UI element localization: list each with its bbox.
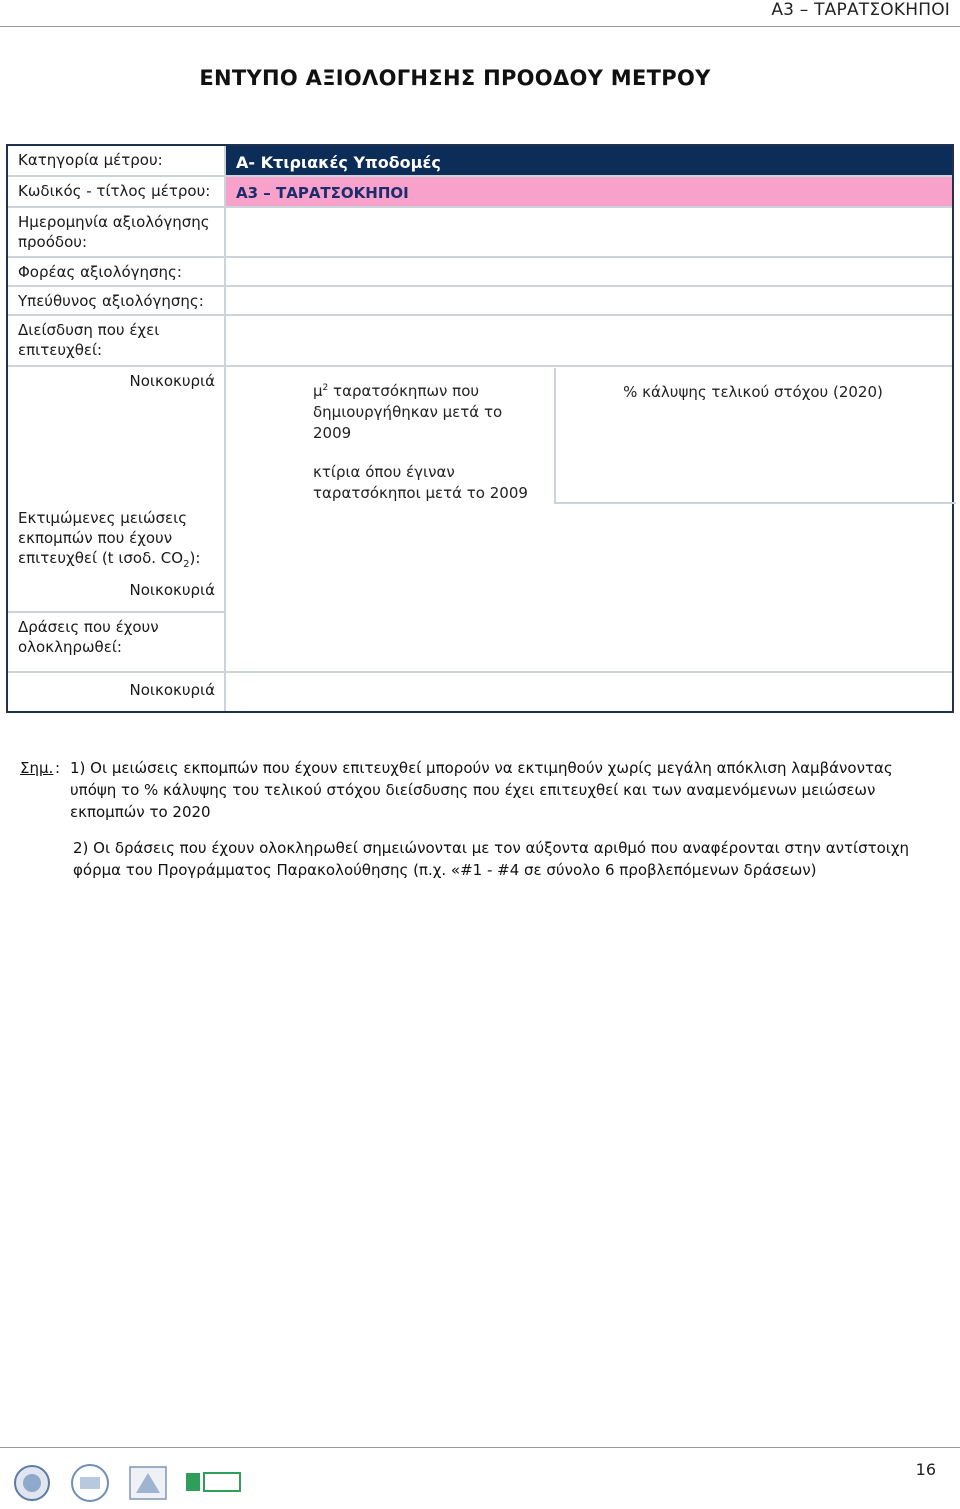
logo-3-icon xyxy=(126,1463,170,1503)
footer-logos xyxy=(10,1462,244,1504)
date-value[interactable] xyxy=(226,208,952,258)
households-label-1: Νοικοκυριά xyxy=(129,372,215,390)
actions-label: Δράσεις που έχουν ολοκληρωθεί: xyxy=(8,613,225,673)
logo-1-icon xyxy=(10,1463,54,1503)
body-label: Φορέας αξιολόγησης: xyxy=(8,258,225,287)
responsible-label: Υπεύθυνος αξιολόγησης: xyxy=(8,287,225,316)
buildings-indicator-label: κτίρια όπου έγιναν ταρατσόκηποι μετά το 2009 xyxy=(313,463,528,502)
m2-superscript: 2 xyxy=(322,383,329,393)
category-value: A- Κτιριακές Υποδομές xyxy=(226,146,952,177)
code-value: A3 – ΤΑΡΑΤΣΟΚΗΠΟΙ xyxy=(226,177,952,208)
page-title: ΕΝΤΥΠΟ ΑΞΙΟΛΟΓΗΣΗΣ ΠΡΟΟΔΟΥ ΜΕΤΡΟΥ xyxy=(199,66,711,90)
reductions-label xyxy=(8,504,225,579)
logo-4-icon xyxy=(184,1463,244,1503)
note-2: 2) Οι δράσεις που έχουν ολοκληρωθεί σημειώνονται με τον αύξοντα αριθμό που αναφέρονται στην αντίστοιχη φόρμα του Προγράμματος Παρακολούθησης (π.χ. «#1 - #4 σε σύνολο 6 προβλεπόμενων δράσεων) xyxy=(73,839,910,879)
header-rule xyxy=(0,26,960,27)
indicator-rule xyxy=(554,502,956,504)
date-label: Ημερομηνία αξιολόγησης προόδου: xyxy=(8,208,225,258)
penetration-label: Διείσδυση που έχει επιτευχθεί: xyxy=(8,316,225,367)
category-label: Κατηγορία μέτρου: xyxy=(8,146,225,177)
running-header: A3 – ΤΑΡΑΤΣΟΚΗΠΟΙ xyxy=(771,0,950,20)
reductions-text: Εκτιμώμενες μειώσεις εκπομπών που έχουν επιτευχθεί (t ισοδ. CO xyxy=(18,509,188,567)
assessment-form xyxy=(6,144,954,713)
m2-unit: μ xyxy=(313,382,323,400)
responsible-value[interactable] xyxy=(226,287,952,316)
code-label: Κωδικός - τίτλος μέτρου: xyxy=(8,177,225,208)
notes-label-colon: : xyxy=(55,759,61,777)
footer-rule xyxy=(0,1447,960,1448)
co2-subscript: 2 xyxy=(183,559,190,570)
households-label-2: Νοικοκυριά xyxy=(8,576,225,613)
page-number: 16 xyxy=(915,1460,936,1479)
logo-2-icon xyxy=(68,1463,112,1503)
penetration-value[interactable] xyxy=(226,316,952,367)
m2-label-text: ταρατσόκηπων που δημιουργήθηκαν μετά το 2009 xyxy=(313,382,503,442)
coverage-label: % κάλυψης τελικού στόχου (2020) xyxy=(623,383,883,401)
reductions-suffix: ): xyxy=(189,549,201,567)
note-1: 1) Οι μειώσεις εκπομπών που έχουν επιτευχθεί μπορούν να εκτιμηθούν χωρίς μεγάλη απόκλιση λαμβάνοντας υπόψη το % κάλυψης του τελικού στόχου διείσδυσης που έχει επιτευχθεί και των αναμενόμενων μειώσεων εκπομπών το 2020 xyxy=(70,759,893,821)
indicator-divider xyxy=(554,368,556,504)
actions-value[interactable] xyxy=(226,613,952,673)
body-value[interactable] xyxy=(226,258,952,287)
households-label-3: Νοικοκυριά xyxy=(129,681,215,699)
notes-label: Σημ. xyxy=(20,759,54,777)
actions-households-value[interactable] xyxy=(226,673,952,711)
m2-indicator-label xyxy=(313,378,543,444)
